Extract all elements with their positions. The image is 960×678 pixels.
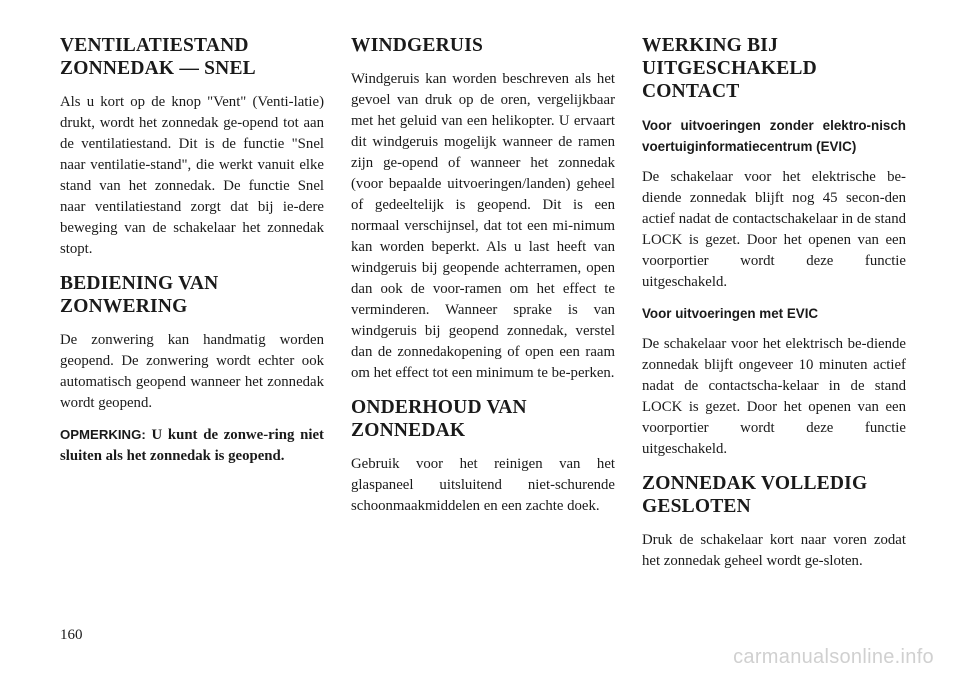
body-paragraph: Druk de schakelaar kort naar voren zodat het zonnedak geheel wordt ge-sloten. — [642, 532, 906, 569]
body-paragraph: Windgeruis kan worden beschreven als het gevoel van druk op de oren, vergelijkbaar met het geluid van een helikopter. U ervaart dit windgeruis mogelijk wanneer de ramen zijn ge-opend of wanneer het zonnedak (voor bepaalde uitvoeringen/landen) geheel of gedeeltelijk is geopend. Dit is een normaal verschijnsel, dat tot een mi-nimum kan worden beperkt. Als u last heeft van windgeruis bij geopende achterramen, open dan ook de voor-ramen om het effect te verminderen. Wanneer sprake is van windgeruis bij geopend zonnedak, verstel dan de zonnedakopening of open een raam om het effect tot een minimum te be-perken. — [351, 71, 615, 381]
note-text: U kunt de zonwe-ring niet sluiten als het zonnedak is geopend. — [60, 427, 324, 464]
watermark-text: carmanualsonline.info — [733, 646, 934, 668]
section-heading-onderhoud: ONDERHOUD VAN ZONNEDAK — [351, 397, 527, 441]
body-paragraph: De schakelaar voor het elektrische be-diende zonnedak blijft nog 45 secon-den actief nadat de contactschakelaar in de stand LOCK is gezet. Door het openen van een voorportier wordt deze functie uitgeschakeld. — [642, 169, 906, 290]
column-left — [60, 34, 324, 477]
body-paragraph: Gebruik voor het reinigen van het glaspaneel uitsluitend niet-schurende schoonmaakmiddelen en een zachte doek. — [351, 456, 615, 514]
section-heading-zonwering: BEDIENING VAN ZONWERING — [60, 273, 219, 317]
body-paragraph: Als u kort op de knop "Vent" (Venti-latie) drukt, wordt het zonnedak ge-opend tot aan de ventilatiestand. Dit is de functie "Snel naar ventilatie-stand", die werkt vanuit elke stand van het zonnedak. De functie Snel naar ventilatiestand zorgt dat bij ie-dere beweging van de schakelaar het zonnedak stopt. — [60, 94, 324, 257]
subheading-zonder-evic: Voor uitvoeringen zonder elektro-nisch voertuiginformatiecentrum (EVIC) — [642, 118, 906, 154]
subheading-met-evic: Voor uitvoeringen met EVIC — [642, 306, 819, 321]
page-number: 160 — [60, 627, 83, 643]
body-paragraph: De zonwering kan handmatig worden geopend. De zonwering wordt echter ook automatisch geopend wanneer het zonnedak wordt geopend. — [60, 332, 324, 411]
column-right — [642, 34, 906, 582]
section-heading-windgeruis: WINDGERUIS — [351, 35, 484, 56]
column-middle — [351, 34, 615, 527]
body-paragraph: De schakelaar voor het elektrisch be-diende zonnedak blijft ongeveer 10 minuten actief nadat de contactscha-kelaar in de stand LOCK is gezet. Door het openen van een voorportier wordt deze functie uitgeschakeld. — [642, 336, 906, 457]
section-heading-ventilatiestand: VENTILATIESTAND ZONNEDAK — SNEL — [60, 35, 256, 79]
note-label: OPMERKING: — [60, 427, 146, 442]
note-paragraph — [60, 424, 324, 467]
section-heading-volledig-gesloten: ZONNEDAK VOLLEDIG GESLOTEN — [642, 473, 868, 517]
section-heading-werking: WERKING BIJ UITGESCHAKELD CONTACT — [642, 35, 817, 102]
